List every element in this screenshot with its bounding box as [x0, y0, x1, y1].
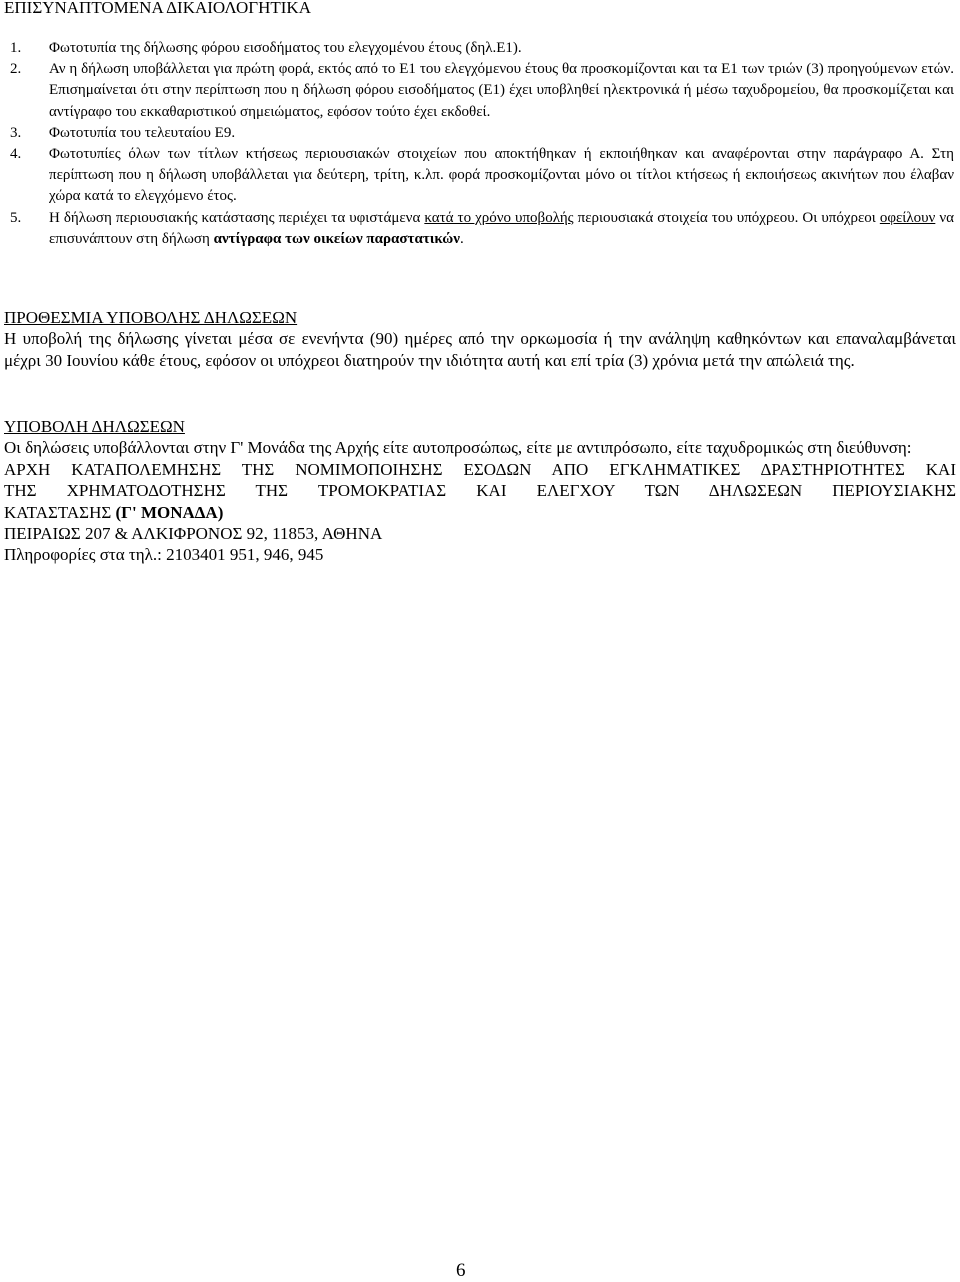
page-title: ΕΠΙΣΥΝΑΠΤΟΜΕΝΑ ΔΙΚΑΙΟΛΟΓΗΤΙΚΑ — [4, 0, 311, 17]
item-text-part: Η δήλωση περιουσιακής κατάστασης περιέχει τα υφιστάμενα — [49, 209, 425, 226]
bold-phrase: αντίγραφα των οικείων παραστατικών — [213, 230, 460, 247]
underlined-phrase: κατά το χρόνο υποβολής — [424, 209, 574, 226]
item-text: Αν η δήλωση υποβάλλεται για πρώτη φορά, εκτός από το Ε1 του ελεγχόμενου έτους θα προσκομίζονται και τα Ε1 των τριών (3) προηγούμενων ετών. Επισημαίνεται ότι στην περίπτωση που η δήλωση φόρου εισοδήματος (Ε1) έχει υποβληθεί ηλεκτρονικά ή μέσω ταχυδρομείου, θα προσκομίζεται και αντίγραφο του εκκαθαριστικού σημειώματος, εφόσον τούτο έχει εκδοθεί. — [49, 61, 954, 120]
underlined-phrase: οφείλουν — [879, 209, 936, 226]
attachments-list — [4, 38, 954, 250]
authority-line: ΤΗΣ ΧΡΗΜΑΤΟΔΟΤΗΣΗΣ ΤΗΣ ΤΡΟΜΟΚΡΑΤΙΑΣ ΚΑΙ ΕΛΕΓΧΟΥ ΤΩΝ ΔΗΛΩΣΕΩΝ ΠΕΡΙΟΥΣΙΑΚΗΣ — [4, 481, 956, 501]
list-item — [4, 123, 954, 144]
address: ΠΕΙΡΑΙΩΣ 207 & ΑΛΚΙΦΡΟΝΟΣ 92, 11853, ΑΘΗΝΑ — [4, 524, 383, 544]
item-number: 3. — [10, 124, 22, 141]
item-text-part: . — [459, 230, 464, 247]
submission-section — [4, 416, 956, 566]
list-item — [4, 208, 954, 250]
item-text-part: περιουσιακά στοιχεία του υπόχρεου. Οι υπόχρεοι — [573, 209, 880, 226]
list-item — [4, 144, 954, 208]
deadline-section — [4, 307, 956, 371]
authority-line — [4, 502, 956, 523]
item-number: 1. — [10, 40, 22, 56]
page-number: 6 — [456, 1260, 466, 1281]
unit-name: (Γ' ΜΟΝΑΔΑ) — [115, 502, 224, 522]
authority-line-text: ΚΑΤΑΣΤΑΣΗΣ — [4, 502, 116, 522]
list-item — [4, 59, 954, 123]
item-text-part: να επισυνάπτουν στη δήλωση — [49, 209, 954, 247]
item-number: 2. — [10, 61, 22, 78]
item-text: Φωτοτυπίες όλων των τίτλων κτήσεως περιουσιακών στοιχείων που αποκτήθηκαν ή εκποιήθηκαν και αναφέρονται στην παράγραφο Α. Στη περίπτωση που η δήλωση υποβάλλεται για δεύτερη, τρίτη, κ.λπ. φορά προσκομίζονται μόνο οι τίτλοι κτήσεως ή εκποιήσεως ακινήτων που έλαβαν χώρα κατά το ελεγχόμενο έτος. — [49, 146, 954, 205]
list-item — [4, 38, 954, 59]
item-text: Φωτοτυπία της δήλωσης φόρου εισοδήματος του ελεγχομένου έτους (δηλ.Ε1). — [49, 40, 522, 56]
deadline-text: Η υποβολή της δήλωσης γίνεται μέσα σε ενενήντα (90) ημέρες από την ορκωμοσία ή την ανάληψη καθηκόντων και επαναλαμβάνεται μέχρι 30 Ιουνίου κάθε έτους, εφόσον οι υπόχρεοι διατηρούν την ιδιότητα αυτή και επί τρία (3) χρόνια μετά την απώλειά της. — [4, 329, 956, 370]
submission-text: Οι δηλώσεις υποβάλλονται στην Γ' Μονάδα της Αρχής είτε αυτοπροσώπως, είτε με αντιπρόσωπο, είτε ταχυδρομικώς στη διεύθυνση: — [4, 438, 912, 458]
phone-info: Πληροφορίες στα τηλ.: 2103401 951, 946, 945 — [4, 545, 324, 565]
item-number: 4. — [10, 146, 22, 163]
deadline-heading: ΠΡΟΘΕΣΜΙΑ ΥΠΟΒΟΛΗΣ ΔΗΛΩΣΕΩΝ — [4, 308, 298, 327]
submission-heading: ΥΠΟΒΟΛΗ ΔΗΛΩΣΕΩΝ — [4, 417, 185, 436]
authority-line: ΑΡΧΗ ΚΑΤΑΠΟΛΕΜΗΣΗΣ ΤΗΣ ΝΟΜΙΜΟΠΟΙΗΣΗΣ ΕΣΟΔΩΝ ΑΠΟ ΕΓΚΛΗΜΑΤΙΚΕΣ ΔΡΑΣΤΗΡΙΟΤΗΤΕΣ ΚΑΙ — [4, 459, 956, 479]
item-number: 5. — [10, 209, 22, 226]
item-text: Φωτοτυπία του τελευταίου Ε9. — [49, 124, 236, 141]
